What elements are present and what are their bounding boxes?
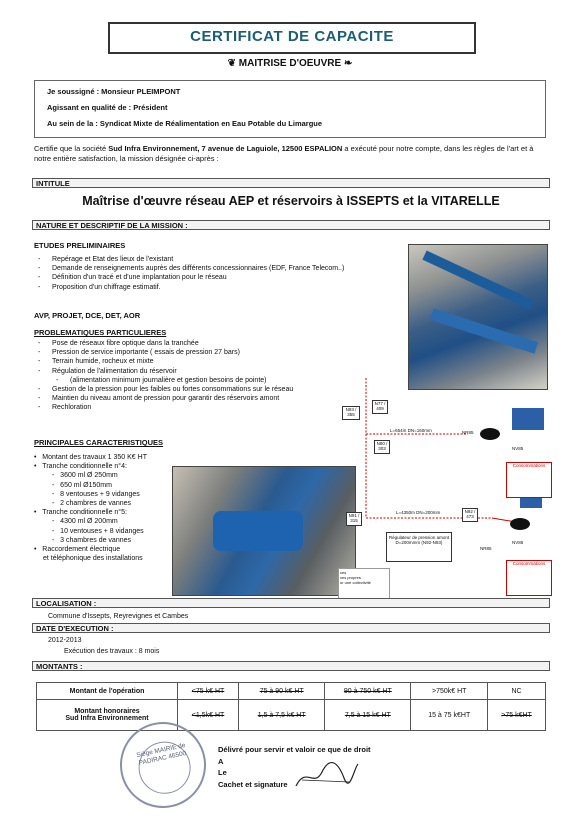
signature-stroke [296,763,358,786]
localisation-value: Commune d'Issepts, Reyrevignes et Cambes [48,613,189,620]
pipe-shape [430,308,538,353]
signature-stroke [302,780,350,782]
photo-caption [338,568,390,600]
intro-company: Sud Infra Environnement, 7 avenue de Laguiole, 12500 ESPALION [108,144,343,153]
table-cell: >750k€ HT [411,683,488,700]
valve-shape [213,511,303,551]
t5-item: 4300 ml Ø 200mm [60,518,118,526]
footer-line: Délivré pour servir et valoir ce que de droit [218,745,371,754]
list-item: - Demande de renseignements auprès des différents concessionnaires (EDF, France Telecom..) [34,264,414,273]
list-item: - Gestion de la pression pour les faibles ou fortes consommations sur le réseau [34,385,344,394]
mission-title: Maîtrise d'œuvre réseau AEP et réservoirs à ISSEPTS et la VITARELLE [82,194,500,208]
identity-role: Agissant en qualité de : Président [47,103,168,112]
list-item: - Pose de réseaux fibre optique dans la tranchée [34,339,344,348]
consumption-box: Consommations [506,462,552,498]
subtitle: ❦ MAITRISE D'OEUVRE ❧ [227,58,353,69]
date-duration: Exécution des travaux : 8 mois [64,648,160,655]
consumption-box: Consommations [506,560,552,596]
list-item: - Définition d'un tracé et d'une implantation pour le réseau [34,273,414,282]
node-label: N91 / 315 [346,512,362,526]
reservoir-icon [480,428,500,440]
date-year: 2012-2013 [48,637,82,644]
footer-line: Cachet et signature [218,779,288,789]
node-label: N92 / 473 [462,508,478,522]
etudes-list [34,255,414,292]
table-cell: 7,5 à 15 k€ HT [325,700,411,731]
page-title: CERTIFICAT DE CAPACITE [190,28,394,45]
node-label: NV85 [512,540,524,545]
schema-l2: L=4350m DN=200mm [396,510,441,515]
list-item: - Pression de service importante ( essais de pression 27 bars) [34,348,344,357]
carac-t5: Tranche conditionnelle n°5: [42,509,127,517]
localisation-bar: LOCALISATION : [32,598,550,608]
list-item: - Maintien du niveau amont de pression pour garantir des réservoirs amont [34,394,344,403]
intitule-bar: INTITULE [32,178,550,188]
t4-item: 2 chambres de vannes [60,500,131,508]
node-label: NV85 [512,446,524,451]
node-label: N80 / 303 [374,440,390,454]
table-cell: NC [488,683,546,700]
list-item: - Régulation de l'alimentation du réservoir [34,367,344,376]
table-row [37,683,546,700]
identity-org: Au sein de la : Syndicat Mixte de Réalimentation en Eau Potable du Limargue [47,119,323,128]
list-subitem: - 2 chambres de vannes [52,500,131,508]
date-bar: DATE D'EXECUTION : [32,623,550,633]
t5-item: 10 ventouses + 8 vidanges [60,527,144,535]
prob-title: PROBLEMATIQUES PARTICULIERES [34,328,167,337]
montants-bar: MONTANTS : [32,661,550,671]
pipe-shape [422,251,533,310]
carac-elec: Raccordement électrique [42,546,121,554]
table-cell: 75 à 90 k€ HT [239,683,325,700]
list-item: • Raccordement électrique [34,546,121,554]
table-cell: Montant de l'opération [37,683,178,700]
node-label: N93 / 355 [342,406,360,420]
valve-photo-2 [172,466,356,596]
intro-paragraph [34,144,552,164]
list-subitem: - 3600 ml Ø 250mm [52,472,118,480]
reservoir-icon [510,518,530,530]
list-subitem: - 3 chambres de vannes [52,536,131,544]
table-row [37,700,546,731]
avp-line: AVP, PROJET, DCE, DET, AOR [34,311,141,320]
caption-line: ces [340,570,347,575]
stamp-text: Siège MAIRIE de PADIRAC 46500 [134,737,196,799]
nature-bar: NATURE ET DESCRIPTIF DE LA MISSION : [32,220,550,230]
honoraires-label: Montant honoraires [74,708,140,715]
signature [292,758,362,794]
identity-name: Je soussigné : Monsieur PLEIMPONT [47,87,181,96]
t4-item: 3600 ml Ø 250mm [60,472,118,480]
identity-box [34,80,546,138]
montants-table [36,682,546,731]
list-item: - Proposition d'un chiffrage estimatif. [34,283,414,292]
schema-l1: L=654m DN=160mm [390,428,432,433]
honoraires-company: Sud Infra Environnement [65,715,149,722]
node-label: NR85 [480,546,492,551]
node-label: N77 / 409 [372,400,388,414]
footer-line: Le [218,768,227,777]
title-box [108,22,476,54]
carac-list [34,453,174,563]
list-subitem: et téléphonique des installations [43,555,143,563]
caption-line: ur une collectivité [340,580,371,585]
list-item: • Tranche conditionnelle n°5: [34,509,127,517]
table-cell: <1,5k€ HT [178,700,239,731]
list-item: - Repérage et Etat des lieux de l'existant [34,255,414,264]
etudes-title: ETUDES PRELIMINAIRES [34,241,126,250]
node-box [512,408,544,430]
list-item: - Rechloration [34,403,344,412]
t5-item: 3 chambres de vannes [60,536,131,544]
t4-item: 8 ventouses + 9 vidanges [60,490,140,498]
table-cell: >75 k€HT [488,700,546,731]
t4-item: 650 ml Ø150mm [60,481,112,489]
list-subitem: - 650 ml Ø150mm [52,481,112,489]
intro-text-2: a exécuté pour notre compte, dans les règles de l'art et à notre entière satisfaction, la mission désignée ci-après : [34,144,534,163]
list-subitem: - 8 ventouses + 9 vidanges [52,490,140,498]
node-label: NR85 [462,430,474,435]
caption-line: ces propres [340,575,361,580]
table-cell: <75 k€ HT [178,683,239,700]
table-cell: 1,5 à 7,5 k€ HT [239,700,325,731]
list-subitem [34,376,344,385]
carac-title: PRINCIPALES CARACTERISTIQUES [34,438,164,447]
footer-line: A [218,756,224,766]
carac-t4: Tranche conditionnelle n°4: [42,463,127,471]
list-item: - Terrain humide, rocheux et mixte [34,357,344,366]
intro-text-1: Certifie que la société [34,144,109,153]
table-cell: 15 à 75 k€HT [411,700,488,731]
list-item: • Montant des travaux 1 350 K€ HT [34,454,147,461]
list-subitem: - 4300 ml Ø 200mm [52,518,118,526]
prob-list [34,339,344,413]
regulator-box: Régulateur de pression amont D=200mmm (N92-N93) [386,532,452,562]
list-subitem: - 10 ventouses + 8 vidanges [52,527,144,535]
table-cell: 90 à 750 k€ HT [325,683,411,700]
carac-amount: Montant des travaux 1 350 K€ HT [42,454,147,461]
list-item: • Tranche conditionnelle n°4: [34,463,127,471]
prob-sub-text: (alimentation minimum journalière et gestion besoins de pointe) [70,376,267,384]
